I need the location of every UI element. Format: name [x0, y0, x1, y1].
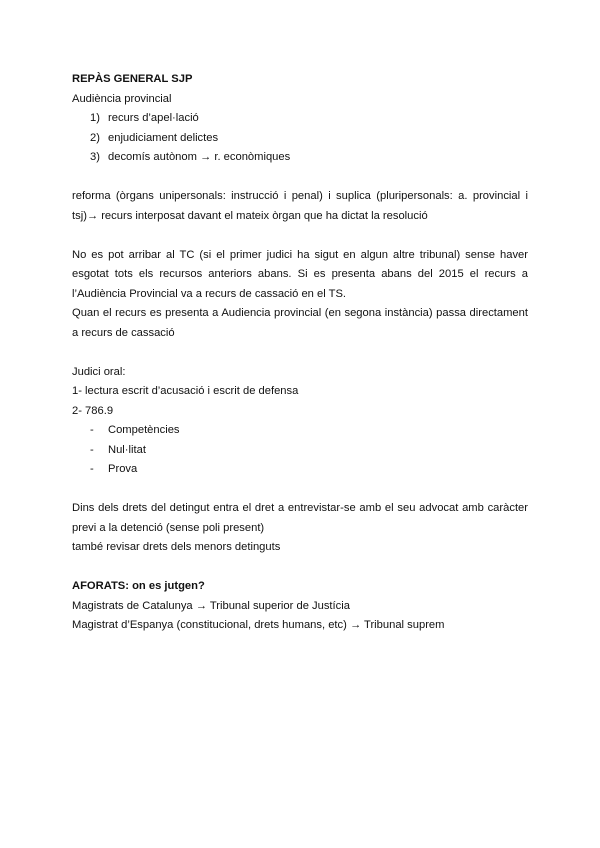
audiencia-list	[72, 109, 528, 168]
list-item-text: Prova	[108, 463, 138, 475]
line-menors: també revisar drets dels menors detinguts	[72, 541, 281, 553]
document-body	[72, 70, 528, 636]
list-item-text: Nul·litat	[108, 443, 146, 456]
list-number: 3)	[90, 151, 100, 163]
list-item-text: enjudiciament delictes	[108, 131, 219, 144]
dash-marker: -	[90, 443, 94, 456]
list-item	[72, 109, 528, 129]
aforats-line-1: Magistrats de Catalunya → Tribunal superior de Justícia	[72, 599, 350, 612]
list-item	[72, 421, 528, 441]
paragraph-quan: Quan el recurs es presenta a Audiencia provincial (en segona instància) passa directament a recurs de cassació	[72, 307, 528, 339]
dash-marker: -	[90, 424, 94, 436]
judici-line-2: 2- 786.9	[72, 404, 114, 417]
paragraph-reforma: reforma (òrgans unipersonals: instrucció i penal) i suplica (pluripersonals: a. provincial i tsj)→ recurs interposat davant el mateix òrgan que ha dictat la resolució	[72, 190, 528, 222]
list-item	[72, 441, 528, 461]
list-item	[72, 129, 528, 149]
judici-bullets	[72, 421, 528, 480]
list-item-text: decomís autònom → r. econòmiques	[108, 151, 291, 163]
list-item-text: recurs d’apel·lació	[108, 112, 199, 124]
paragraph-detingut: Dins dels drets del detingut entra el dret a entrevistar-se amb el seu advocat amb caràcter previ a la detenció (sense poli present)	[72, 502, 528, 534]
section-title-aforats: AFORATS: on es jutgen?	[72, 580, 205, 592]
judici-line-1: 1- lectura escrit d’acusació i escrit de defensa	[72, 385, 299, 397]
subtitle-audiencia: Audiència provincial	[72, 92, 172, 105]
paragraph-tc: No es pot arribar al TC (si el primer judici ha sigut en algun altre tribunal) sense haver esgotat tots els recursos anteriors abans. Si es presenta abans del 2015 el recurs a l’Audiència Provincial va a recurs de cassació en el TS.	[72, 248, 528, 300]
list-number: 2)	[90, 131, 100, 144]
aforats-line-2: Magistrat d’Espanya (constitucional, drets humans, etc) → Tribunal suprem	[72, 619, 445, 631]
list-item	[72, 460, 528, 480]
judici-oral-title: Judici oral:	[72, 365, 126, 378]
dash-marker: -	[90, 463, 94, 475]
section-title-repas: REPÀS GENERAL SJP	[72, 73, 193, 85]
list-item-text: Competències	[108, 424, 180, 436]
list-number: 1)	[90, 112, 100, 124]
list-item	[72, 148, 528, 168]
